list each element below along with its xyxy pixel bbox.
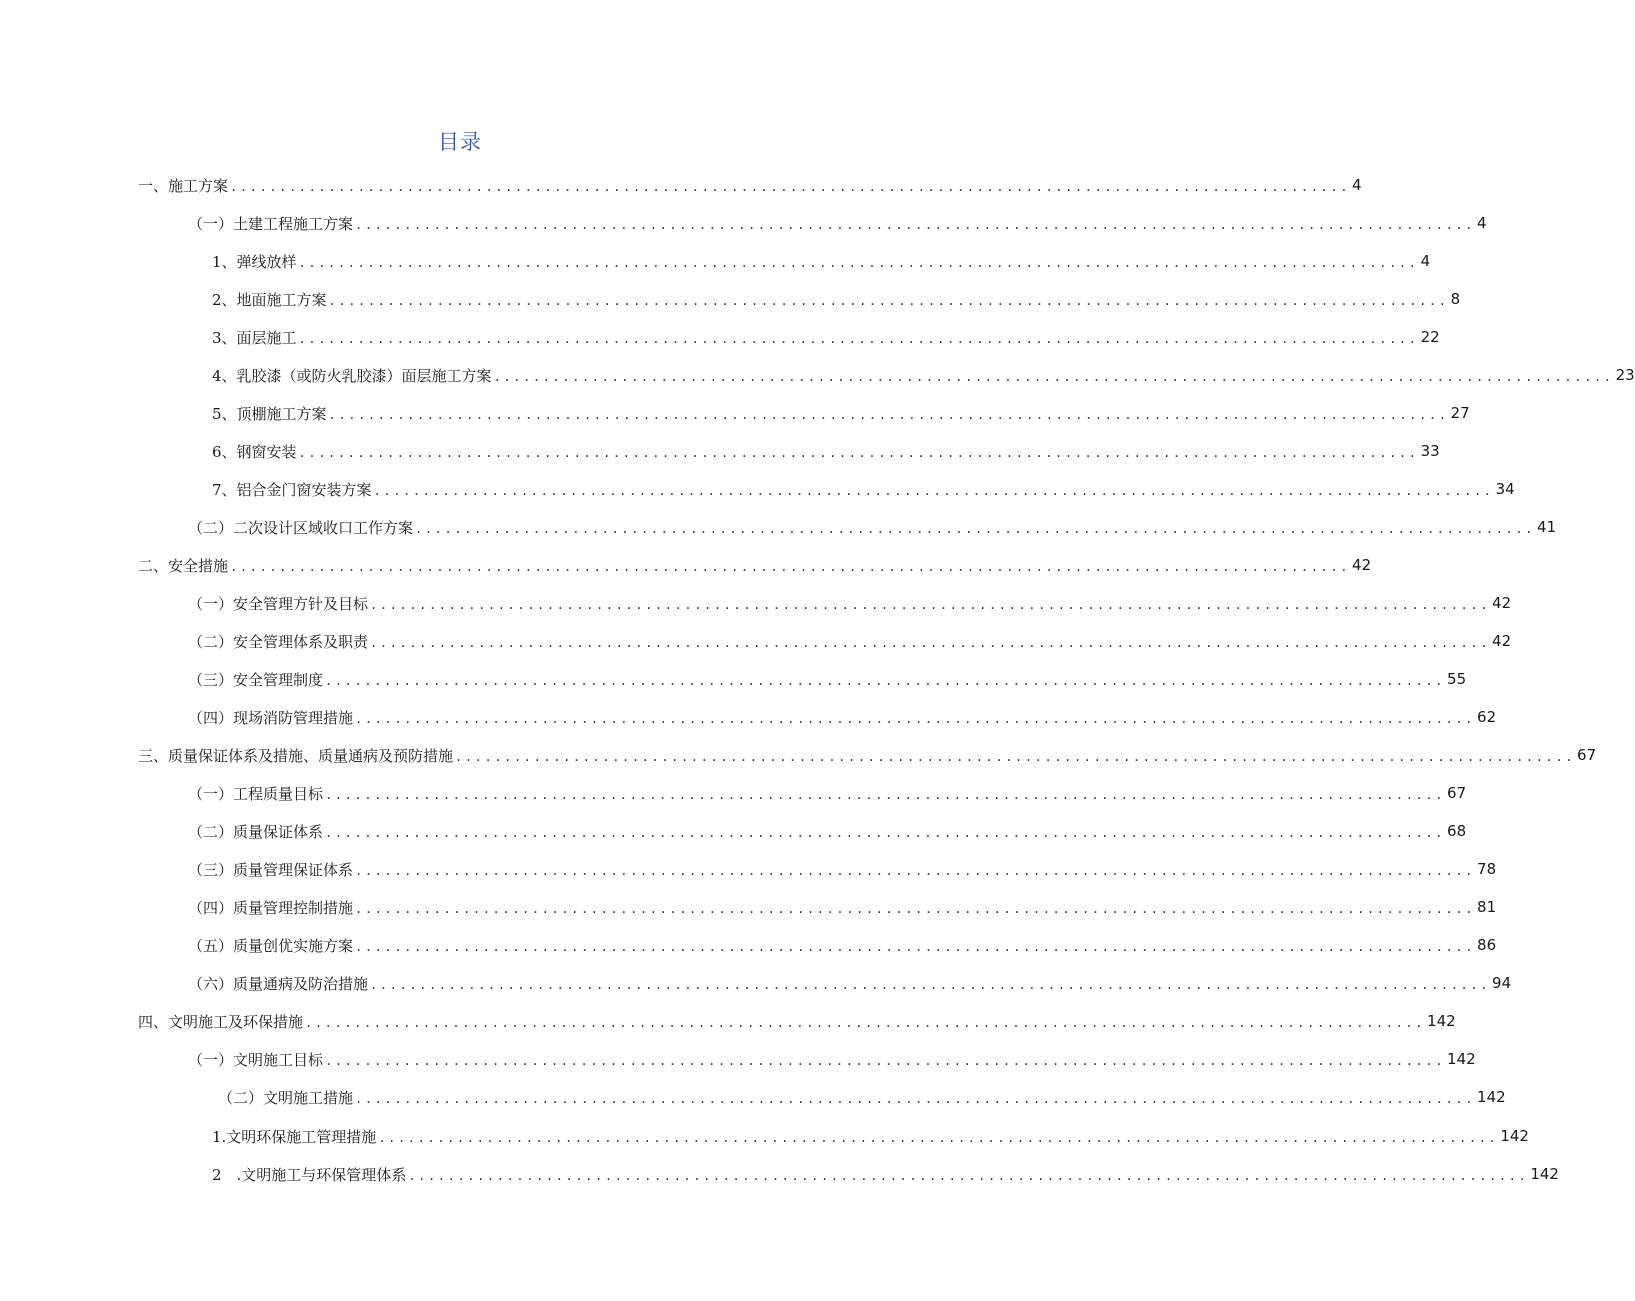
toc-leader-dots: .................................................................................................................. — [370, 978, 1491, 992]
toc-leader-dots: .................................................................................................................. — [298, 332, 1419, 346]
toc-page-number: 68 — [1447, 822, 1467, 840]
toc-entry-text: 一、施工方案 — [138, 176, 229, 195]
toc-entry-text: 2 .文明施工与环保管理体系 — [212, 1165, 407, 1184]
toc-entry[interactable] — [212, 432, 1440, 470]
toc-entry-text: （二）质量保证体系 — [188, 822, 324, 841]
toc-page-number: 67 — [1447, 784, 1467, 802]
toc-leader-dots: .................................................................................................................. — [378, 1131, 1499, 1145]
toc-entry-text: （一）土建工程施工方案 — [188, 214, 354, 233]
toc-page-number: 142 — [1500, 1127, 1529, 1145]
toc-entry-text: 3、面层施工 — [212, 328, 297, 347]
toc-page-number: 34 — [1495, 480, 1515, 498]
toc-page-number: 67 — [1577, 746, 1597, 764]
toc-entry[interactable] — [188, 584, 1512, 622]
toc-leader-dots: .................................................................................................................. — [305, 1016, 1426, 1030]
toc-leader-dots: .................................................................................................................. — [355, 902, 1476, 916]
toc-page-number: 42 — [1492, 594, 1512, 612]
toc-entry[interactable] — [212, 356, 1635, 394]
toc-entry-text: （一）安全管理方针及目标 — [188, 594, 369, 613]
toc-entry[interactable] — [218, 1078, 1506, 1116]
toc-entry[interactable] — [188, 698, 1497, 736]
toc-page-number: 94 — [1492, 974, 1512, 992]
toc-entry-text: 2、地面施工方案 — [212, 290, 327, 309]
toc-leader-dots: .................................................................................................................. — [355, 940, 1476, 954]
toc-leader-dots: .................................................................................................................. — [325, 674, 1446, 688]
toc-entry-text: 二、安全措施 — [138, 556, 229, 575]
toc-page-number: 142 — [1477, 1088, 1506, 1106]
toc-entry[interactable] — [138, 1002, 1456, 1040]
toc-entry[interactable] — [188, 888, 1497, 926]
toc-entry[interactable] — [212, 242, 1431, 280]
toc-entry[interactable] — [212, 280, 1461, 318]
toc-page-number: 4 — [1420, 252, 1431, 270]
toc-entry[interactable] — [188, 204, 1487, 242]
toc-entry-text: 四、文明施工及环保措施 — [138, 1012, 304, 1031]
toc-entry-text: 4、乳胶漆（或防火乳胶漆）面层施工方案 — [212, 366, 492, 385]
toc-leader-dots: .................................................................................................................. — [370, 636, 1491, 650]
toc-entry-text: （二）文明施工措施 — [218, 1088, 354, 1107]
toc-entry[interactable] — [188, 774, 1467, 812]
toc-leader-dots: .................................................................................................................. — [493, 370, 1614, 384]
toc-entry[interactable] — [212, 318, 1440, 356]
toc-page-number: 42 — [1492, 632, 1512, 650]
toc-entry-text: 1、弹线放样 — [212, 252, 297, 271]
toc-entry-text: （六）质量通病及防治措施 — [188, 974, 369, 993]
toc-leader-dots: .................................................................................................................. — [415, 522, 1536, 536]
toc-entry-text: （四）现场消防管理措施 — [188, 708, 354, 727]
toc-page-number: 33 — [1420, 442, 1440, 460]
toc-leader-dots: .................................................................................................................. — [230, 560, 1351, 574]
toc-leader-dots: .................................................................................................................. — [230, 180, 1351, 194]
toc-leader-dots: .................................................................................................................. — [298, 446, 1419, 460]
toc-entry[interactable] — [212, 470, 1515, 508]
toc-entry[interactable] — [188, 622, 1512, 660]
toc-leader-dots: .................................................................................................................. — [328, 408, 1449, 422]
toc-entry-text: 5、顶棚施工方案 — [212, 404, 327, 423]
toc-leader-dots: .................................................................................................................. — [325, 1054, 1446, 1068]
toc-leader-dots: .................................................................................................................. — [355, 712, 1476, 726]
toc-page-number: 62 — [1477, 708, 1497, 726]
toc-entry[interactable] — [138, 546, 1372, 584]
toc-leader-dots: .................................................................................................................. — [325, 826, 1446, 840]
toc-entry-text: 7、铝合金门窗安装方案 — [212, 480, 372, 499]
toc-entry[interactable] — [188, 926, 1497, 964]
toc-entry-text: （二）安全管理体系及职责 — [188, 632, 369, 651]
toc-page-number: 142 — [1530, 1165, 1559, 1183]
toc-entry-text: （二）二次设计区域收口工作方案 — [188, 518, 414, 537]
toc-leader-dots: .................................................................................................................. — [455, 750, 1576, 764]
toc-entry-text: （四）质量管理控制措施 — [188, 898, 354, 917]
toc-page-number: 86 — [1477, 936, 1497, 954]
toc-leader-dots: .................................................................................................................. — [328, 294, 1449, 308]
toc-leader-dots: .................................................................................................................. — [373, 484, 1494, 498]
toc-entry[interactable] — [212, 394, 1470, 432]
toc-entry-text: （五）质量创优实施方案 — [188, 936, 354, 955]
toc-entry-text: 1.文明环保施工管理措施 — [212, 1127, 377, 1146]
toc-entry[interactable] — [138, 166, 1362, 204]
toc-page-number: 41 — [1537, 518, 1557, 536]
toc-entry[interactable] — [188, 660, 1467, 698]
toc-entry[interactable] — [188, 964, 1512, 1002]
toc-leader-dots: .................................................................................................................. — [355, 218, 1476, 232]
toc-entry-text: （一）文明施工目标 — [188, 1050, 324, 1069]
toc-page-number: 4 — [1477, 214, 1487, 232]
document-title: 目录 — [438, 130, 482, 154]
toc-leader-dots: .................................................................................................................. — [298, 256, 1419, 270]
toc-entry[interactable] — [188, 850, 1497, 888]
toc-entry-text: （一）工程质量目标 — [188, 784, 324, 803]
toc-leader-dots: .................................................................................................................. — [408, 1169, 1529, 1183]
toc-page-number: 22 — [1420, 328, 1440, 346]
toc-leader-dots: .................................................................................................................. — [370, 598, 1491, 612]
toc-entry-text: （三）质量管理保证体系 — [188, 860, 354, 879]
toc-page-number: 8 — [1450, 290, 1461, 308]
toc-page-number: 42 — [1352, 556, 1372, 574]
toc-leader-dots: .................................................................................................................. — [325, 788, 1446, 802]
toc-page-number: 23 — [1615, 366, 1635, 384]
toc-entry-text: （三）安全管理制度 — [188, 670, 324, 689]
toc-entry[interactable] — [138, 736, 1597, 774]
toc-page-number: 81 — [1477, 898, 1497, 916]
toc-entry[interactable] — [188, 508, 1557, 546]
toc-leader-dots: .................................................................................................................. — [355, 864, 1476, 878]
toc-page-number: 78 — [1477, 860, 1497, 878]
toc-entry-text: 三、质量保证体系及措施、质量通病及预防措施 — [138, 746, 454, 765]
toc-page-number: 142 — [1447, 1050, 1476, 1068]
toc-leader-dots: .................................................................................................................. — [355, 1092, 1476, 1106]
toc-entry-text: 6、钢窗安装 — [212, 442, 297, 461]
toc-page-number: 55 — [1447, 670, 1467, 688]
toc-entry[interactable] — [188, 1040, 1476, 1078]
toc-entry[interactable] — [212, 1117, 1529, 1155]
toc-page-number: 27 — [1450, 404, 1470, 422]
toc-page-number: 142 — [1427, 1012, 1456, 1030]
toc-entry[interactable] — [212, 1155, 1559, 1193]
toc-entry[interactable] — [188, 812, 1467, 850]
toc-page-number: 4 — [1352, 176, 1362, 194]
